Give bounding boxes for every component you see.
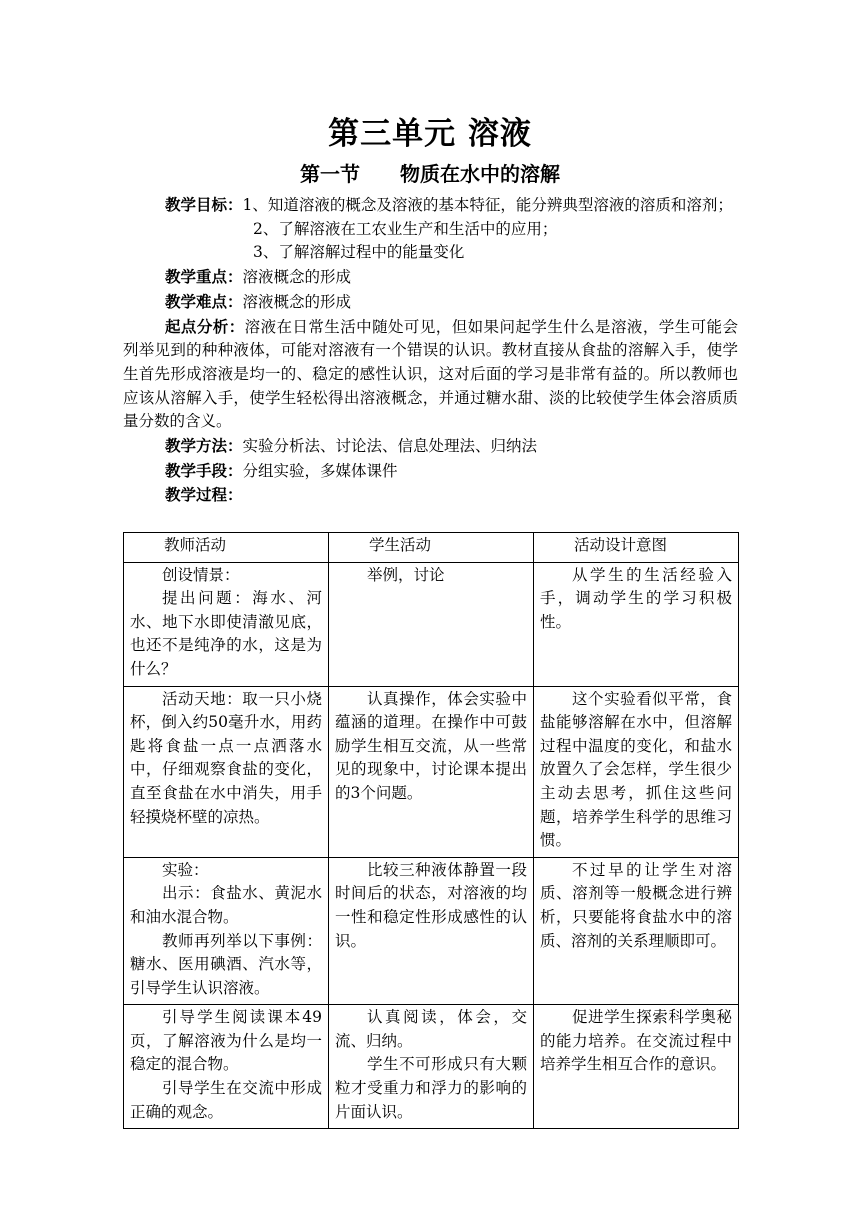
cell-paragraph: 实验： <box>162 860 209 879</box>
cell-paragraph: 教师再列举以下事例：糖水、医用碘酒、汽水等，引导学生认识溶液。 <box>130 931 322 997</box>
table-header-row <box>124 533 739 563</box>
cell-paragraph: 举例，讨论 <box>367 565 445 584</box>
methods-text: 实验分析法、讨论法、信息处理法、归纳法 <box>242 437 538 456</box>
cell-paragraph: 认真阅读，体会，交流、归纳。 <box>335 1008 527 1050</box>
cell-paragraph: 不过早的让学生对溶质、溶剂等一般概念进行辨析，只要能将食盐水中的溶质、溶剂的关系理顺即可。 <box>540 860 732 950</box>
section-name: 物质在水中的溶解 <box>400 162 560 186</box>
methods-label: 教学方法： <box>165 436 243 456</box>
student-activity-cell <box>329 562 534 686</box>
means-text: 分组实验，多媒体课件 <box>242 461 398 480</box>
process-paragraph <box>123 483 738 508</box>
objective-2: 2、了解溶液在工农业生产和生活中的应用； <box>253 219 558 238</box>
design-intent-cell <box>534 857 739 1005</box>
lesson-overview <box>123 193 738 508</box>
means-paragraph <box>123 459 738 484</box>
header-design-intent: 活动设计意图 <box>534 533 739 563</box>
header-student-activity: 学生活动 <box>329 533 534 563</box>
teacher-activity-cell <box>124 686 329 857</box>
header-teacher-activity: 教师活动 <box>124 533 329 563</box>
cell-paragraph: 这个实验看似平常，食盐能够溶解在水中，但溶解过程中温度的变化，和盐水放置久了会怎样，学生很少主动去思考，抓住这些问题，培养学生科学的思维习惯。 <box>540 689 732 850</box>
student-activity-cell <box>329 1005 534 1129</box>
table-row <box>124 857 739 1005</box>
cell-paragraph: 活动天地：取一只小烧杯，倒入约50毫升水，用药匙将食盐一点一点洒落水中，仔细观察食盐的变化，直至食盐在水中消失，用手轻摸烧杯壁的凉热。 <box>130 689 322 826</box>
objective-3: 3、了解溶解过程中的能量变化 <box>253 243 465 262</box>
cell-paragraph: 提出问题：海水、河水、地下水即使清澈见底，也还不是纯净的水，这是为什么？ <box>130 589 322 678</box>
key-point-text: 溶液概念的形成 <box>242 268 352 287</box>
difficulty-paragraph <box>123 290 738 315</box>
cell-paragraph: 从学生的生活经验入手，调动学生的学习积极性。 <box>540 565 732 631</box>
difficulty-label: 教学难点： <box>165 291 243 311</box>
difficulty-text: 溶液概念的形成 <box>242 292 352 311</box>
design-intent-cell <box>534 1005 739 1129</box>
table-body <box>124 562 739 1129</box>
section-number: 第一节 <box>300 162 360 186</box>
key-point-paragraph <box>123 265 738 290</box>
analysis-label: 起点分析： <box>165 316 245 336</box>
section-title <box>0 158 860 187</box>
cell-paragraph: 学生不可形成只有大颗粒才受重力和浮力的影响的片面认识。 <box>335 1055 527 1121</box>
means-label: 教学手段： <box>165 460 243 480</box>
table-row <box>124 686 739 857</box>
cell-paragraph: 促进学生探索科学奥秘的能力培养。在交流过程中培养学生相互合作的意识。 <box>540 1008 732 1074</box>
analysis-paragraph <box>123 315 738 435</box>
unit-title: 第三单元 溶液 <box>328 116 532 152</box>
cell-paragraph: 认真操作，体会实验中蕴涵的道理。在操作中可鼓励学生相互交流，从一些常见的现象中，讨论课本提出的3个问题。 <box>335 689 527 802</box>
teaching-process-table <box>123 532 739 1129</box>
teacher-activity-cell <box>124 1005 329 1129</box>
objectives-label: 教学目标： <box>165 195 243 214</box>
analysis-text: 溶液在日常生活中随处可见，但如果问起学生什么是溶液，学生可能会列举见到的种种液体，可能对溶液有一个错误的认识。教材直接从食盐的溶解入手，使学生首先形成溶液是均一的、稳定的感性认识，这对后面的学习是非常有益的。所以教师也应该从溶解入手，使学生轻松得出溶液概念，并通过糖水甜、淡的比较使学生体会溶质质量分数的含义。 <box>123 317 738 431</box>
cell-paragraph: 比较三种液体静置一段时间后的状态，对溶液的均一性和稳定性形成感性的认识。 <box>335 860 527 950</box>
process-label: 教学过程： <box>165 485 243 505</box>
student-activity-cell <box>329 857 534 1005</box>
cell-paragraph: 引导学生在交流中形成正确的观念。 <box>130 1079 322 1121</box>
teacher-activity-cell <box>124 857 329 1005</box>
teacher-activity-cell <box>124 562 329 686</box>
design-intent-cell <box>534 562 739 686</box>
objectives-paragraph <box>123 193 738 218</box>
design-intent-cell <box>534 686 739 857</box>
cell-paragraph: 创设情景： <box>162 565 240 584</box>
methods-paragraph <box>123 434 738 459</box>
cell-paragraph: 引导学生阅读课本49页，了解溶液为什么是均一稳定的混合物。 <box>130 1008 322 1074</box>
table-row <box>124 562 739 686</box>
table-row <box>124 1005 739 1129</box>
objective-1: 1、知道溶液的概念及溶液的基本特征，能分辨典型溶液的溶质和溶剂； <box>242 196 733 214</box>
key-point-label: 教学重点： <box>165 267 243 287</box>
student-activity-cell <box>329 686 534 857</box>
cell-paragraph: 出示：食盐水、黄泥水和油水混合物。 <box>130 884 322 926</box>
